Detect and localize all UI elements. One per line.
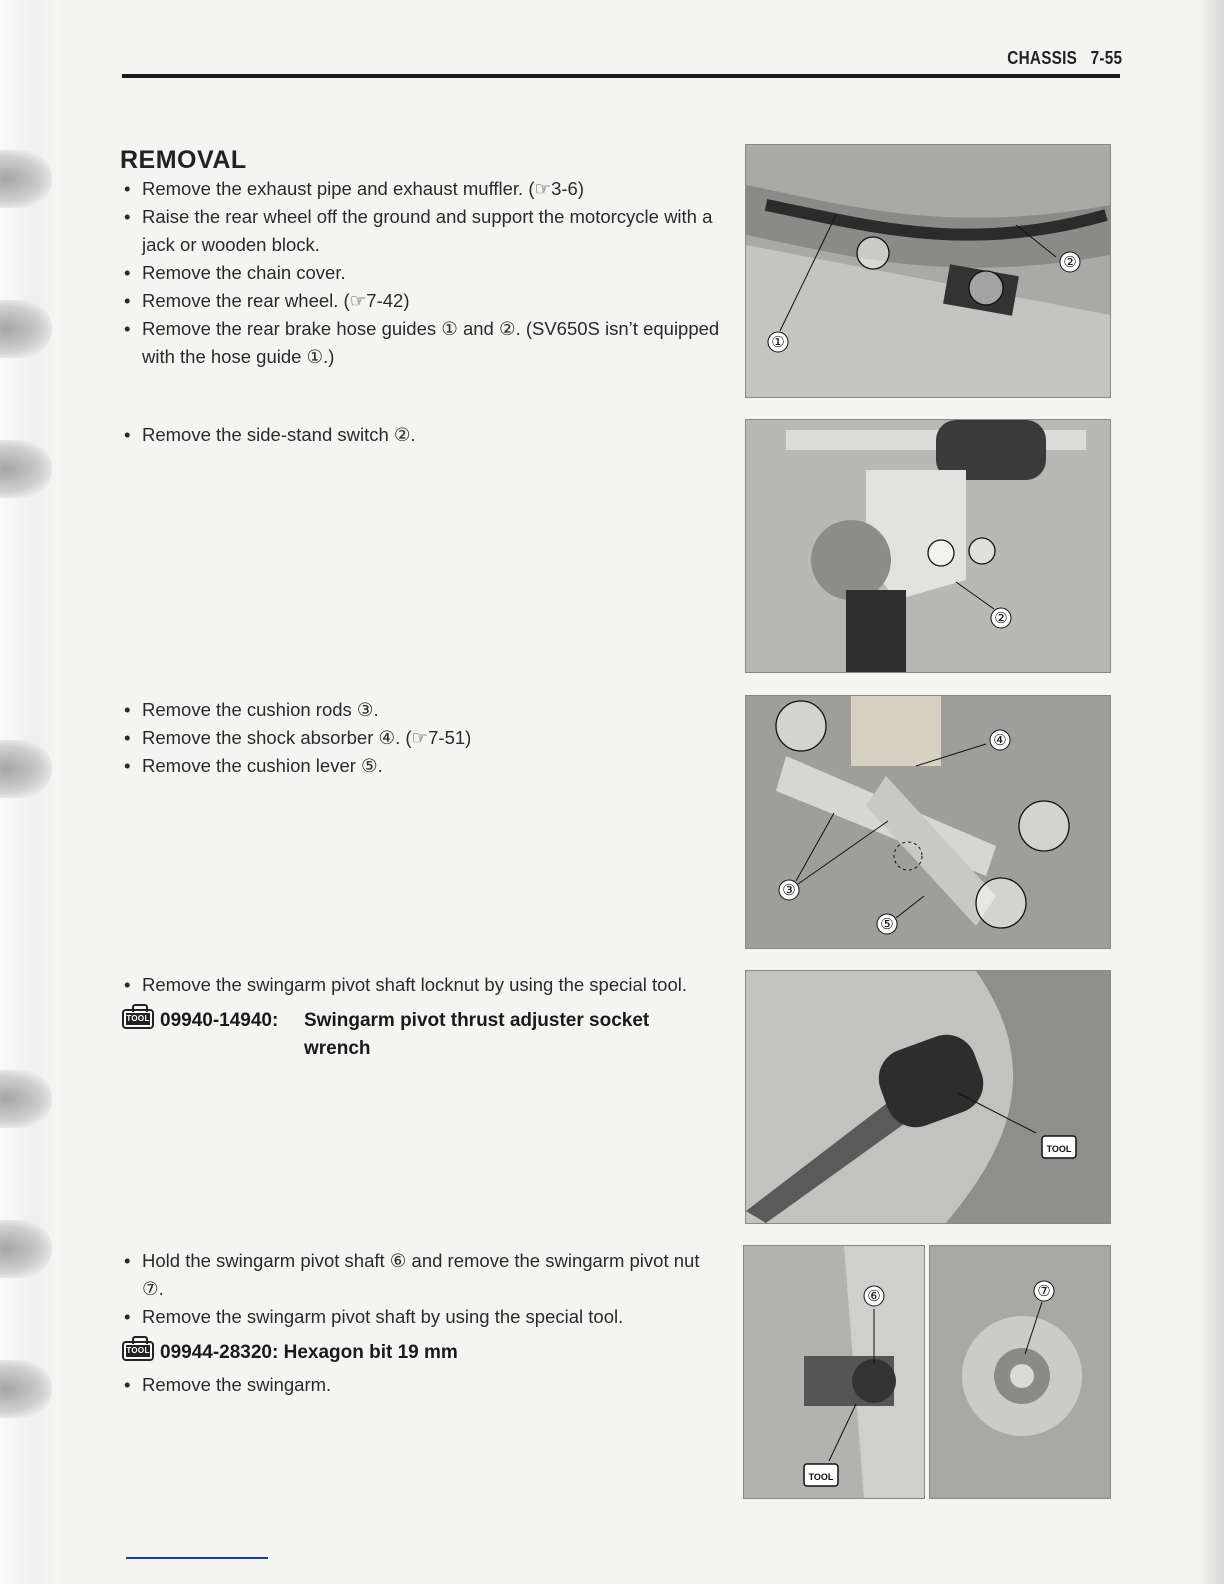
tool-callout-label: TOOL <box>808 1472 834 1482</box>
list-item: • Hold the swingarm pivot shaft ⑥ and remove the swingarm pivot nut ⑦. <box>122 1247 722 1303</box>
tool-name-continued: wrench <box>304 1038 371 1059</box>
photo-pivot-nut <box>929 1245 1111 1499</box>
callout-label: ② <box>1063 253 1077 271</box>
list-item: • Remove the swingarm pivot shaft locknut by using the special tool. <box>122 971 722 999</box>
special-tool-line <box>122 1007 722 1063</box>
list-item: • Remove the cushion rods ③. <box>122 696 722 724</box>
list-item: • Remove the shock absorber ④. (☞7-51) <box>122 724 722 752</box>
instruction-block-2 <box>122 421 722 449</box>
instruction-block-3 <box>122 696 722 780</box>
photo-brake-hose-guides <box>745 144 1111 398</box>
list-item: • Remove the rear wheel. (☞7-42) <box>122 287 722 315</box>
footer-rule <box>126 1557 268 1559</box>
special-tool-line <box>122 1339 722 1367</box>
list-item: • Remove the side-stand switch ②. <box>122 421 722 449</box>
callout-label: ③ <box>782 881 796 899</box>
list-item: • Raise the rear wheel off the ground and support the motorcycle with a jack or wooden block. <box>122 203 722 259</box>
list-item: • Remove the cushion lever ⑤. <box>122 752 722 780</box>
callout-label: ⑤ <box>880 915 894 933</box>
tool-spec: 09944-28320: Hexagon bit 19 mm <box>160 1342 458 1363</box>
tool-icon: TOOL <box>122 1341 154 1361</box>
callout-label: ⑦ <box>1037 1282 1051 1300</box>
callout-label: ① <box>771 333 785 351</box>
photo-pivot-locknut-tool <box>745 970 1111 1224</box>
page-header <box>122 48 1122 72</box>
callout-label: ⑥ <box>867 1287 881 1305</box>
photo-side-stand-switch <box>745 419 1111 673</box>
list-item: • Remove the chain cover. <box>122 259 722 287</box>
header-title: CHASSIS 7-55 <box>1007 48 1122 68</box>
callout-label: ② <box>994 609 1008 627</box>
tool-number: 09940-14940: <box>160 1010 279 1031</box>
page-edge-shadow <box>1198 0 1224 1584</box>
section-heading: REMOVAL <box>120 146 247 174</box>
photo-pivot-shaft <box>743 1245 925 1499</box>
instruction-block-4 <box>122 971 722 1067</box>
list-item: • Remove the swingarm. <box>122 1371 722 1399</box>
instruction-block-5 <box>122 1247 722 1399</box>
list-item: • Remove the exhaust pipe and exhaust muffler. (☞3-6) <box>122 175 722 203</box>
callout-label: ④ <box>993 731 1007 749</box>
photo-cushion-rods <box>745 695 1111 949</box>
tool-icon: TOOL <box>122 1009 154 1029</box>
tool-callout-label: TOOL <box>1046 1144 1072 1154</box>
list-item: • Remove the rear brake hose guides ① and ②. (SV650S isn’t equipped with the hose guide ①.) <box>122 315 722 371</box>
list-item: • Remove the swingarm pivot shaft by using the special tool. <box>122 1303 722 1331</box>
tool-name: Swingarm pivot thrust adjuster socket <box>304 1010 650 1031</box>
header-rule <box>122 74 1120 78</box>
instruction-block-1 <box>122 175 722 371</box>
